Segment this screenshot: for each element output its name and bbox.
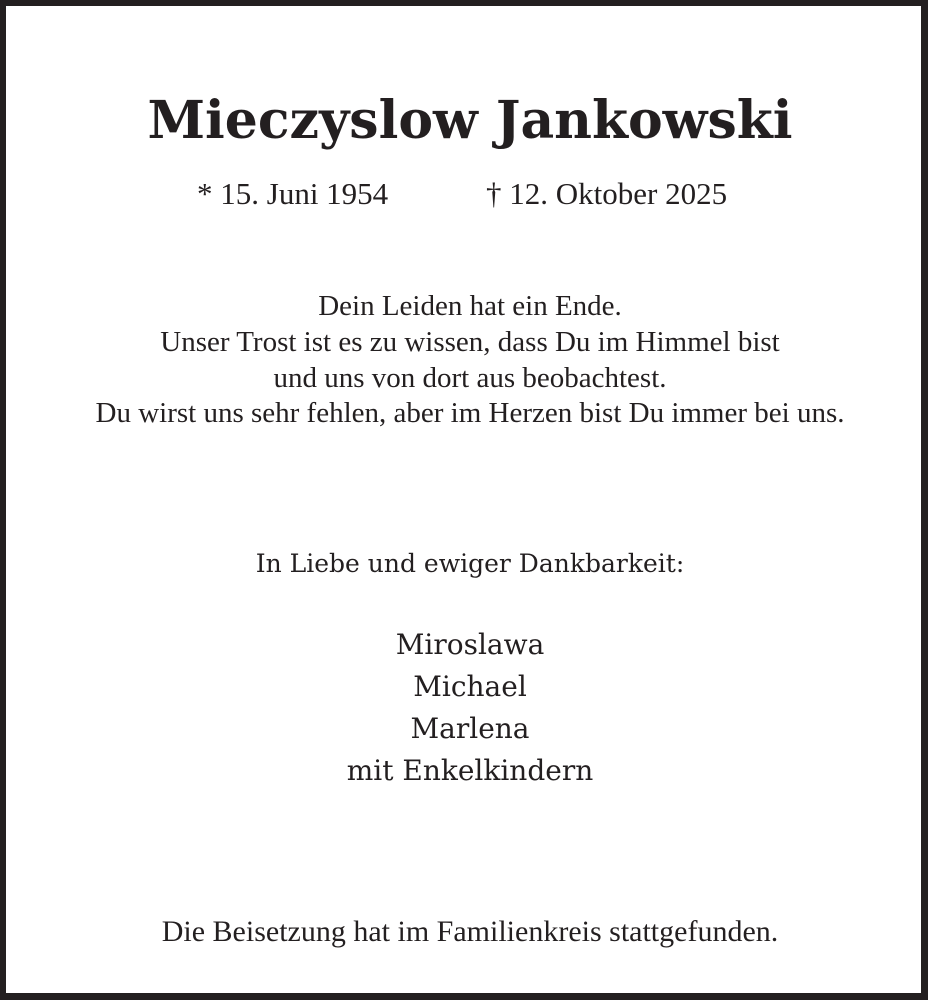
life-dates	[6, 174, 928, 214]
mourner-name: Marlena	[410, 712, 530, 745]
mourner-name: mit Enkelkindern	[346, 754, 594, 787]
verse-line: Dein Leiden hat ein Ende.	[318, 290, 622, 322]
death-date: † 12. Oktober 2025	[486, 176, 728, 211]
verse-line: Du wirst uns sehr fehlen, aber im Herzen bist Du immer bei uns.	[95, 397, 845, 429]
burial-note: Die Beisetzung hat im Familienkreis stattgefunden.	[161, 915, 779, 948]
verse-line: Unser Trost ist es zu wissen, dass Du im Himmel bist	[160, 326, 780, 358]
birth-date: * 15. Juni 1954	[197, 176, 389, 211]
mourner-name: Michael	[413, 670, 527, 703]
thanks-line: In Liebe und ewiger Dankbarkeit:	[255, 549, 685, 578]
mourner-name: Miroslawa	[395, 628, 545, 661]
deceased-name: Mieczyslow Jankowski	[147, 90, 793, 151]
verse-line: und uns von dort aus beobachtest.	[273, 362, 667, 394]
